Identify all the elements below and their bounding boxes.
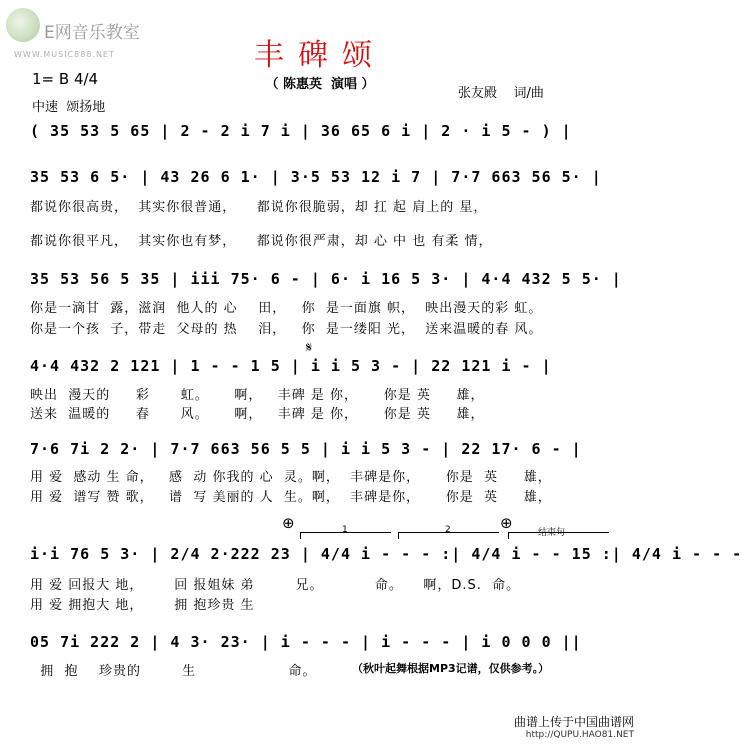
coda-mark-2: ⊕ — [500, 514, 513, 532]
site-url: WWW.MUSIC888.NET — [14, 50, 115, 59]
lyric-row-2-verse-1: 都说你很高贵， 其实你很普通， 都说你很脆弱，却 扛 起 肩上的 星， — [30, 200, 488, 215]
second-ending-label: 2 — [445, 525, 451, 535]
final-ending-label: 结束句 — [538, 528, 566, 538]
staff-row-1: ( 35 53 5 65 | 2 - 2 i 7 i | 36 65 6 i | 2 · i 5 - ) | — [30, 122, 572, 140]
coda-mark-1: ⊕ — [282, 514, 295, 532]
lyric-row-4-verse-2: 送来 温暖的 春 风。 啊， 丰碑 是 你， 你是 英 雄， — [30, 407, 485, 422]
segno-mark: 𝄋 — [306, 340, 313, 356]
footer-url: http://QUPU.HAO81.NET — [525, 730, 634, 740]
lyric-row-3-verse-1: 你是一滴甘 露，滋润 他人的 心 田， 你 是一面旗 帜， 映出漫天的彩 虹。 — [30, 301, 543, 316]
lyric-row-2-verse-2: 都说你很平凡， 其实你也有梦， 都说你很严肃，却 心 中 也 有柔 情， — [30, 234, 493, 249]
footer-source: 曲谱上传于中国曲谱网 — [513, 715, 634, 729]
key-signature: 1= B 4/4 — [32, 70, 99, 88]
staff-row-2: 35 53 6 5· | 43 26 6 1· | 3·5 53 12 i 7 | 7·7 663 56 5· | — [30, 168, 602, 186]
staff-row-5: 7·6 7i 2 2· | 7·7 663 56 5 5 | i i 5 3 - | 22 17· 6 - | — [30, 440, 582, 458]
first-ending-label: 1 — [342, 525, 348, 535]
site-name: E网音乐教室 — [44, 23, 140, 43]
tempo-marking: 中速 颂扬地 — [32, 100, 106, 115]
performer: （ 陈惠英 演唱 ） — [265, 77, 375, 92]
lyric-row-6-verse-1: 用 爱 回报大 地， 回 报姐妹 弟 兄。 命。 啊，D.S. 命。 — [30, 578, 521, 593]
credits: 张友殿 词/曲 — [458, 86, 544, 101]
lyric-row-3-verse-2: 你是一个孩 子，带走 父母的 热 泪， 你 是一缕阳 光， 送来温暖的春 风。 — [30, 322, 543, 337]
staff-row-3: 35 53 56 5 35 | iii 75· 6 - | 6· i 16 5 3· | 4·4 432 5 5· | — [30, 270, 622, 288]
staff-row-7: 05 7i 222 2 | 4 3· 23· | i - - - | i - - - | i 0 0 0 || — [30, 633, 582, 651]
staff-row-6: i·i 76 5 3· | 2/4 2·222 23 | 4/4 i - - - :| 4/4 i - - 15 :| 4/4 i - - - — [30, 545, 742, 563]
staff-row-4: 4·4 432 2 121 | 1 - - 1 5 | i i 5 3 - | 22 121 i - | — [30, 357, 552, 375]
lyric-row-5-verse-2: 用 爱 谱写 赞 歌， 谱 写 美丽的 人 生。啊， 丰碑是你， 你是 英 雄， — [30, 490, 552, 505]
transcription-note: （秋叶起舞根据MP3记谱，仅供参考。） — [352, 662, 550, 675]
lyric-row-4-verse-1: 映出 漫天的 彩 虹。 啊， 丰碑 是 你， 你是 英 雄， — [30, 388, 485, 403]
song-title: 丰碑颂 — [254, 38, 386, 73]
lyric-row-7: 拥 抱 珍贵的 生 命。 — [30, 664, 317, 679]
lyric-row-5-verse-1: 用 爱 感动 生 命， 感 动 你我的 心 灵。啊， 丰碑是你， 你是 英 雄， — [30, 470, 552, 485]
lyric-row-6-verse-2: 用 爱 拥抱大 地， 拥 抱珍贵 生 — [30, 598, 255, 613]
